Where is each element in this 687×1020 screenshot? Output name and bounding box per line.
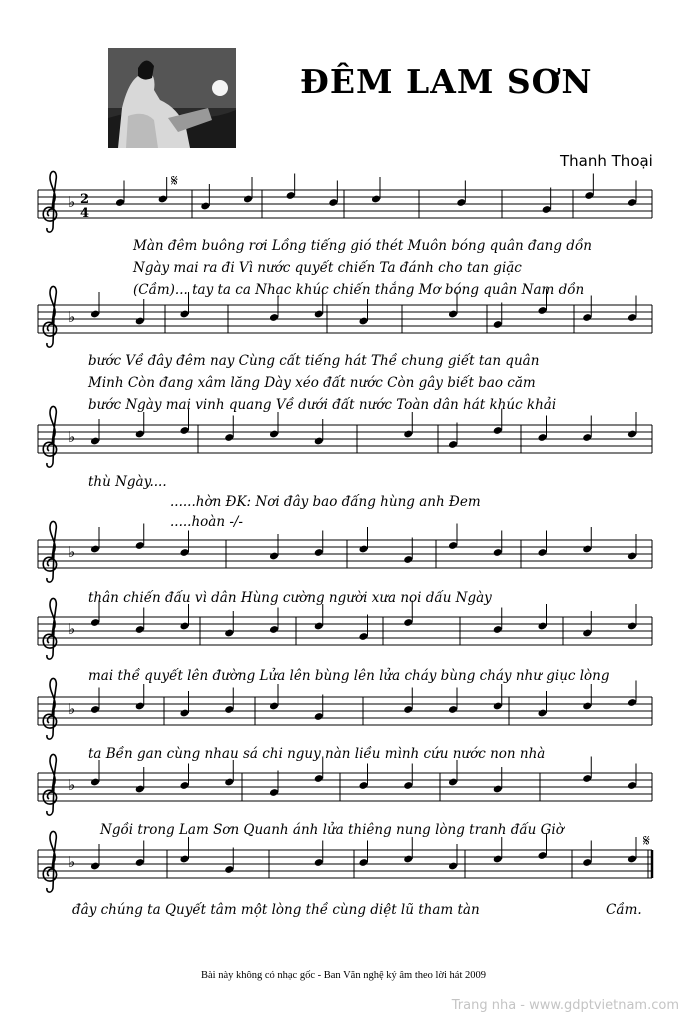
composer-name: Thanh Thoại bbox=[560, 152, 653, 170]
lyric-line-5: mai thề quyết lên đường Lửa lên bùng lên lửa cháy bùng cháy như giục lòng bbox=[88, 668, 610, 684]
lyric-line-4: thân chiến đấu vì dân Hùng cường người xưa noi dấu Ngày bbox=[88, 590, 492, 606]
lyric-line-7: Ngồi trong Lam Sơn Quanh ánh lửa thiêng nung lòng tranh đấu Giờ bbox=[100, 822, 564, 838]
song-title: ĐÊM LAM SƠN bbox=[300, 62, 593, 101]
flat-key-signature: ♭ bbox=[68, 193, 76, 211]
flat-key-signature: ♭ bbox=[68, 620, 76, 638]
lyric-line-2-verse-1: bước Về đây đêm nay Cùng cất tiếng hát Thề chung giết tan quân bbox=[88, 353, 540, 369]
lyric-line-8: đây chúng ta Quyết tâm một lòng thề cùng diệt lũ tham tàn bbox=[72, 902, 480, 918]
lyric-line-3-verse-1: thù Ngày.... bbox=[88, 474, 167, 490]
flat-key-signature: ♭ bbox=[68, 428, 76, 446]
segno-icon: 𝄋 bbox=[171, 171, 178, 190]
time-signature-top: 2 bbox=[80, 192, 90, 207]
flat-key-signature: ♭ bbox=[68, 853, 76, 871]
treble-clef-icon bbox=[43, 754, 56, 815]
flat-key-signature: ♭ bbox=[68, 543, 76, 561]
lyric-line-1-verse-1: Màn đêm buông rơi Lồng tiếng gió thét Muôn bóng quân đang dồn bbox=[133, 238, 592, 254]
flat-key-signature: ♭ bbox=[68, 776, 76, 794]
treble-clef-icon bbox=[43, 598, 56, 659]
treble-clef-icon bbox=[43, 678, 56, 739]
treble-clef-icon bbox=[43, 286, 56, 347]
flat-key-signature: ♭ bbox=[68, 308, 76, 326]
lyric-line-2-verse-2: Minh Còn đang xâm lăng Dày xéo đất nước Còn gây biết bao căm bbox=[88, 375, 536, 391]
lyric-line-6: ta Bền gan cùng nhau sá chi nguy nàn liều mình cứu nước non nhà bbox=[88, 746, 546, 762]
treble-clef-icon bbox=[43, 831, 56, 892]
treble-clef-icon bbox=[43, 406, 56, 467]
lyric-line-3-ending: .....hoàn -/- bbox=[170, 514, 243, 530]
footer-note: Bài này không có nhạc gốc - Ban Văn nghệ ký âm theo lời hát 2009 bbox=[200, 970, 486, 981]
segno-icon: 𝄋 bbox=[643, 831, 650, 850]
lyric-line-2-verse-3: bước Ngày mai vinh quang Về dưới đất nước Toàn dân hát khúc khải bbox=[88, 397, 557, 413]
lyric-line-1-verse-3: (Cầm)... tay ta ca Nhạc khúc chiến thắng Mơ bóng quân Nam dồn bbox=[133, 282, 585, 298]
lyric-line-1-verse-2: Ngày mai ra đi Vì nước quyết chiến Ta đánh cho tan giặc bbox=[133, 260, 522, 276]
website-watermark: Trang nha - www.gdptvietnam.com bbox=[451, 998, 679, 1013]
lyric-line-8-end: Cầm. bbox=[606, 902, 642, 918]
treble-clef-icon bbox=[43, 521, 56, 582]
time-signature-bottom: 4 bbox=[80, 206, 90, 221]
lyric-line-3-chorus: ......hờn ĐK: Nơi đây bao đấng hùng anh Đem bbox=[170, 494, 481, 510]
flat-key-signature: ♭ bbox=[68, 700, 76, 718]
treble-clef-icon bbox=[43, 171, 56, 232]
